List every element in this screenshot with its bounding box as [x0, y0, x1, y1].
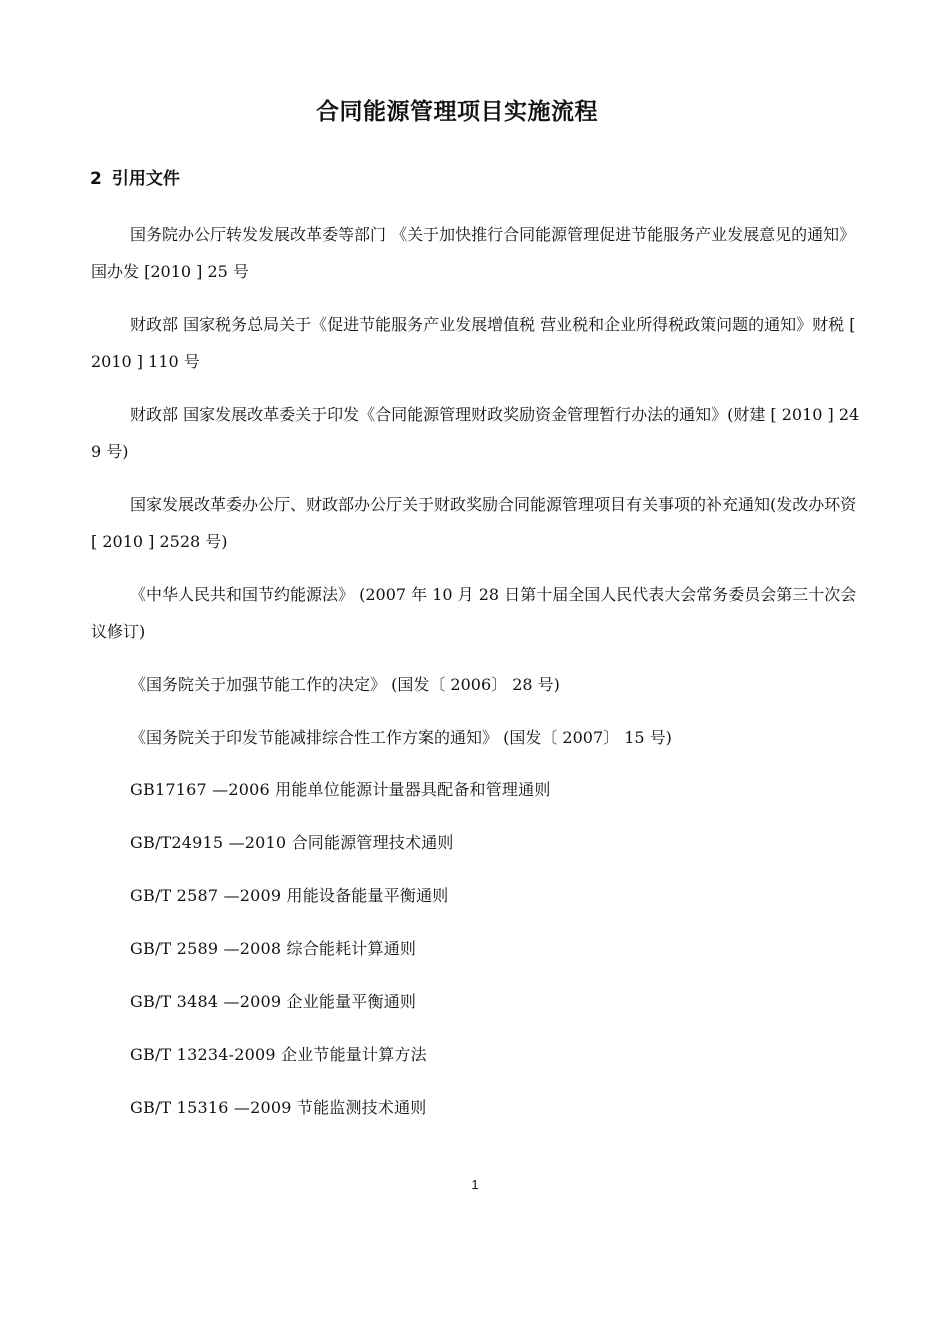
reference-item: GB/T24915 —2010 合同能源管理技术通则	[130, 833, 454, 852]
reference-item: GB/T 15316 —2009 节能监测技术通则	[130, 1098, 427, 1117]
reference-item: GB/T 2587 —2009 用能设备能量平衡通则	[130, 886, 449, 905]
page-number: 1	[471, 1177, 479, 1192]
reference-item: GB/T 3484 —2009 企业能量平衡通则	[130, 992, 417, 1011]
section-number: 2	[90, 169, 102, 189]
section-title: 引用文件	[111, 169, 180, 189]
page-title: 合同能源管理项目实施流程	[316, 99, 598, 125]
reference-item: 国家发展改革委办公厅、财政部办公厅关于财政奖励合同能源管理项目有关事项的补充通知(发改办环资 [ 2010 ] 2528 号)	[91, 495, 857, 551]
reference-item: 《国务院关于加强节能工作的决定》 (国发〔 2006〕 28 号)	[130, 675, 560, 694]
reference-list	[91, 216, 861, 1143]
reference-item: GB/T 13234-2009 企业节能量计算方法	[130, 1045, 427, 1064]
reference-item: 财政部 国家税务总局关于《促进节能服务产业发展增值税 营业税和企业所得税政策问题的通知》财税 [ 2010 ] 110 号	[91, 315, 856, 371]
reference-item: 财政部 国家发展改革委关于印发《合同能源管理财政奖励资金管理暂行办法的通知》(财建 [ 2010 ] 249 号)	[91, 405, 860, 461]
section-heading	[90, 164, 180, 189]
reference-item: 《中华人民共和国节约能源法》 (2007 年 10 月 28 日第十届全国人民代表大会常务委员会第三十次会议修订)	[91, 585, 857, 641]
reference-item: GB17167 —2006 用能单位能源计量器具配备和管理通则	[130, 780, 551, 799]
reference-item: 国务院办公厅转发发展改革委等部门 《关于加快推行合同能源管理促进节能服务产业发展意见的通知》国办发 [2010 ] 25 号	[91, 225, 856, 281]
reference-item: GB/T 2589 —2008 综合能耗计算通则	[130, 939, 417, 958]
reference-item: 《国务院关于印发节能减排综合性工作方案的通知》 (国发〔 2007〕 15 号)	[130, 728, 672, 747]
